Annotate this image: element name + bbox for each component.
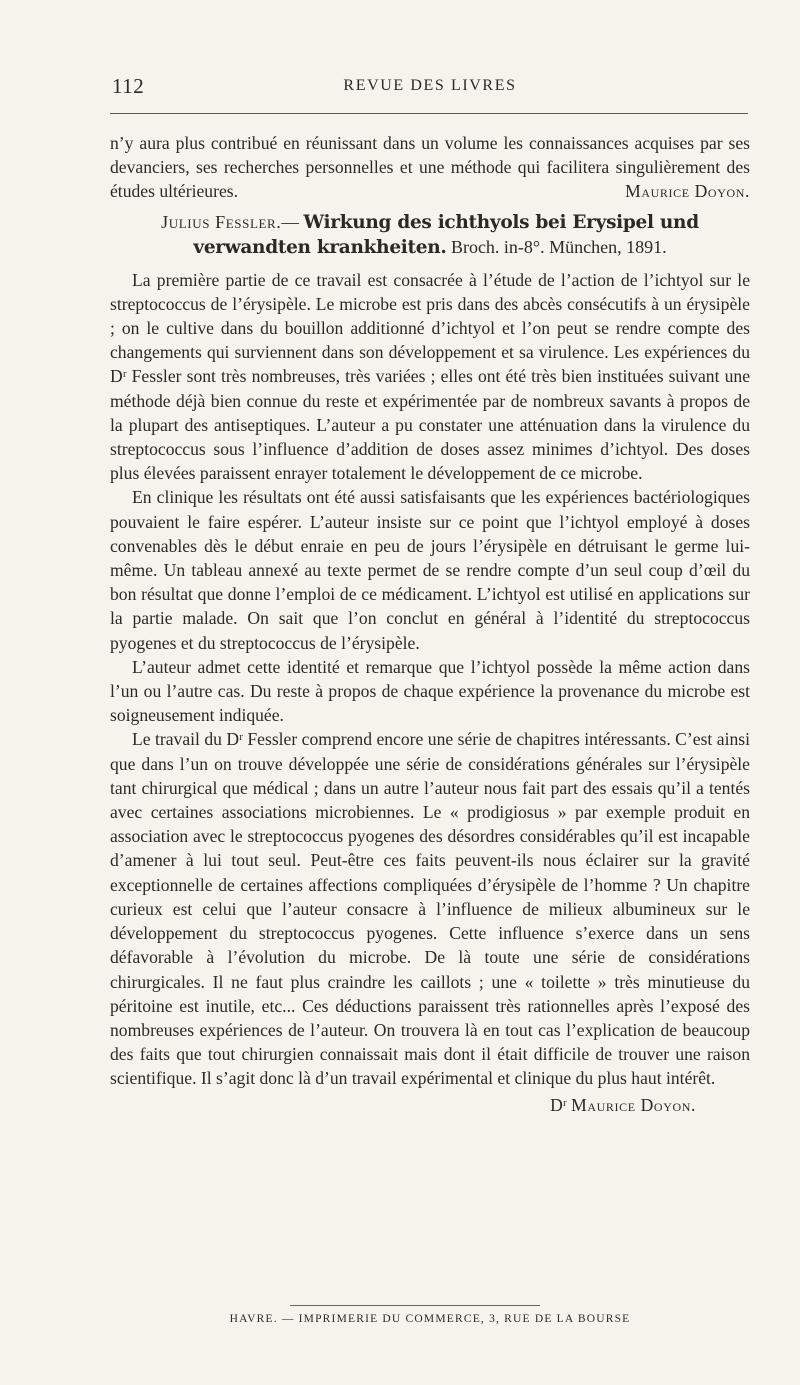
review-paragraph-4: Le travail du Dʳ Fessler comprend encore une série de chapitres intéressants. C’est ainsi que dans l’un on trouve développée une série de considérations générales sur l’érysipèle tant chirurgical que médical ; dans un autre l’auteur nous fait part des essais qu’il a tentés avec certaines associations microbiennes. Le « prodigiosus » par exemple produit en association avec le streptococcus pyogenes des désordres considérables qu’il est incapable d’amener à lui tout seul. Peut-être ces faits peuvent-ils nous éclairer sur la gravité exceptionnelle de certaines affections compliquées d’érysipèle de l’homme ? Un chapitre curieux est celui que l’auteur consacre à l’influence de milieux albumineux sur le développement du streptococcus pyogenes. Cette influence s’exerce dans un sens défavorable à l’évolution du microbe. De là toute une série de considérations chirurgicales. Il ne faut plus craindre les caillots ; une « toilette » très minutieuse du péritoine est inutile, etc... Ces déductions paraissent très rationnelles après l’exposé des nombreuses expériences de l’auteur. On trouvera là en tout cas l’explication de beaucoup des faits que tout chirurgien connaissait mais dont il était difficile de trouver une raison scientifique. Il s’agit donc là d’un travail expérimental et clinique du plus haut intérêt. xyxy=(110,729,750,1089)
header-rule xyxy=(110,113,748,114)
review-author: Julius Fessler. xyxy=(161,211,282,232)
page-body xyxy=(110,131,750,1117)
previous-review-signature: Maurice Doyon. xyxy=(625,181,750,202)
previous-review-text: n’y aura plus contribué en réunissant dans un volume les connaissances acquises par ses devanciers, ses recherches personnelles et une méthode qui facilitera singulièrement des études ultérieures. xyxy=(110,133,750,202)
page-number: 112 xyxy=(112,74,145,98)
review-work-title: Wirkung des ichthyols bei Erysipel und verwandten krankheiten. xyxy=(193,211,699,258)
page-header xyxy=(112,74,748,100)
heading-dash: — xyxy=(281,211,299,232)
review-signature xyxy=(110,1093,750,1117)
signature-name: Maurice Doyon. xyxy=(571,1094,696,1115)
signature-prefix: Dʳ xyxy=(550,1094,567,1115)
review-heading xyxy=(110,210,750,260)
printer-imprint: HAVRE. — IMPRIMERIE DU COMMERCE, 3, RUE DE LA BOURSE xyxy=(229,1313,631,1325)
previous-review-ending xyxy=(110,131,750,204)
review-publication: Broch. in-8°. München, 1891. xyxy=(450,236,667,257)
running-title: REVUE DES LIVRES xyxy=(343,77,517,94)
footer-rule xyxy=(290,1305,540,1306)
review-paragraph-3: L’auteur admet cette identité et remarque que l’ichtyol possède la même action dans l’un ou l’autre cas. Du reste à propos de chaque expérience la provenance du microbe est soigneusement indiquée. xyxy=(110,656,750,726)
review-paragraph-1: La première partie de ce travail est consacrée à l’étude de l’action de l’ichtyol sur le streptococcus de l’érysipèle. Le microbe est pris dans des abcès consécutifs à un érysipèle ; on le cultive dans du bouillon additionné d’ichtyol et l’on peut se rendre compte des changements qui surviennent dans son développement et sa virulence. Les expériences du Dʳ Fessler sont très nombreuses, très variées ; elles ont été très bien instituées suivant une méthode déjà bien connue du reste et expérimentée par de nombreux savants à propos de la plupart des antiseptiques. L’auteur a pu constater une atténuation dans la virulence du streptococcus sous l’influence d’addition de doses assez minimes d’ichtyol. Des doses plus élevées paraissent enrayer totalement le développement de ce microbe. xyxy=(110,269,750,484)
review-paragraph-2: En clinique les résultats ont été aussi satisfaisants que les expériences bactériologiques pouvaient le faire espérer. L’auteur insiste sur ce point que l’ichtyol employé à doses convenables dès le début enraie en peu de jours l’érysipèle en détruisant le germe lui-même. Un tableau annexé au texte permet de se rendre compte d’un seul coup d’œil du bon résultat que donne l’emploi de ce médicament. L’ichtyol est utilisé en applications sur la partie malade. On sait que l’on conclut en général à l’identité du streptococcus pyogenes et du streptococcus de l’érysipèle. xyxy=(110,487,750,653)
